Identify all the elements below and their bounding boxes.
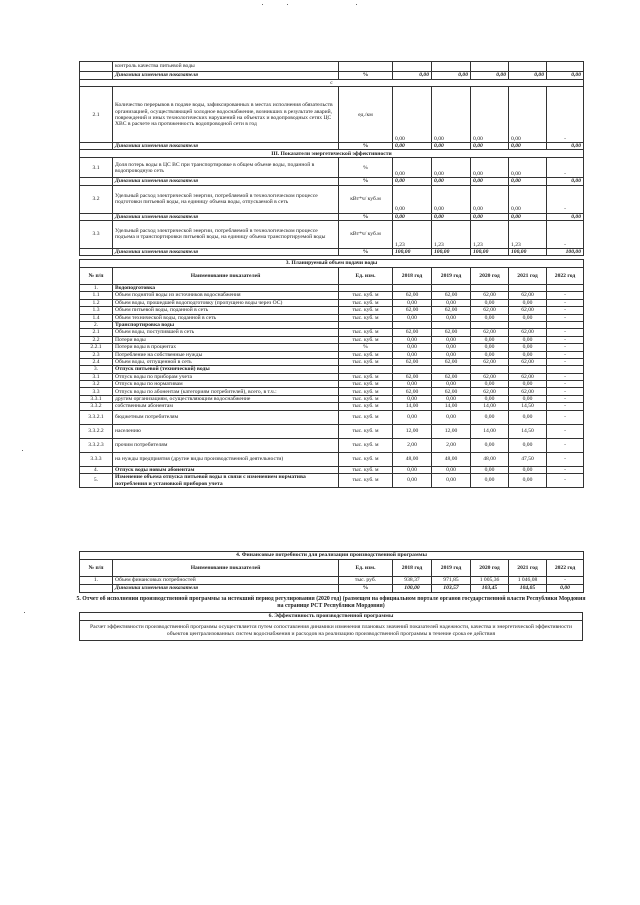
section-title: 4. Финансовые потребности для реализации производственной программы	[80, 552, 584, 560]
table-row: 4. Отпуск воды новым абонентам тыс. куб. м 0,00 0,00 0,00 0,00 -	[80, 466, 584, 473]
table-row: 2. Транспортировка воды	[80, 321, 584, 328]
efficiency-text: Расчет эффективности производственной программы осуществляется путем сопоставления динамики изменения плановых значений показателей надежности, качества и энергетической эффективности объектов централизованных систем водоснабжения и расходов на реализацию производственной программы в течение срока ее действия	[80, 621, 583, 641]
table-row: 1.2 Объем воды, прошедшей водоподготовку (пропущено воды через ОС) тыс. куб. м 0,00 0,00 0,00 0,00 -	[80, 299, 584, 306]
scan-speck	[24, 612, 25, 613]
table-row: 3.3.2.2 населению тыс. куб. м 12,00 12,00 14,00 14,50 -	[80, 424, 584, 438]
table-row: 1. Водоподготовка	[80, 285, 584, 292]
dynamics-row: Динамика изменения показателя % 100,00 100,00 100,00 100,00 100,00	[80, 248, 584, 255]
indicator-row: 3.2 Удельный расход электрической энергии, потребляемой в технологическом процессе подготовки питьевой воды, на единицу объема воды, отпускаемой в сеть кВт*ч/ куб.м 0,00 0,00 0,00 0,00 -	[80, 185, 584, 213]
table-row: 1.3 Объем питьевой воды, поданной в сеть тыс. куб. м 62,00 62,00 62,00 62,00 -	[80, 307, 584, 314]
table-header: № п/п Наименование показателей Ед. изм. 2018 год 2019 год 2020 год 2021 год 2022 год	[80, 268, 584, 285]
table-row: 2.2.1 Потери воды в процентах % 0,00 0,00 0,00 0,00 -	[80, 344, 584, 351]
scan-speck	[22, 450, 23, 451]
section-title: 6. Эффективность производственной программы	[80, 613, 583, 621]
indicator-row: 3.3 Удельный расход электрической энергии, потребляемой в технологическом процессе подъема и транспортировки питьевой воды, на единицу объема транспортируемой воды кВт*ч/ куб.м 1,23 1,23 1,23 1,23 -	[80, 220, 584, 248]
table-row: 3.1 Отпуск воды по приборам учета тыс. куб. м 62,00 62,00 62,00 62,00 -	[80, 373, 584, 380]
table-row: 2.3 Потребление на собственные нужды тыс. куб. м 0,00 0,00 0,00 0,00 -	[80, 351, 584, 358]
report-note: 5. Отчет об исполнении производственной программы за истекший период регулирования (2020 год) (размещен на официальном портале органов государственной власти Республики Мордовия на странице РСТ Республики Мордовия)	[76, 596, 586, 609]
table-row: 3.2 Отпуск воды по нормативам тыс. куб. м 0,00 0,00 0,00 0,00 -	[80, 381, 584, 388]
table-row: 3.3.3 на нужды предприятия (другие виды производственной деятельности) тыс. куб. м 48,00 48,00 48,00 47,50 -	[80, 452, 584, 466]
table-row: 1.1 Объем поднятой воды из источников водоснабжения тыс. куб. м 62,00 62,00 62,00 62,00 -	[80, 292, 584, 299]
scan-speck	[356, 4, 357, 5]
dynamics-row: Динамика изменения показателя % 0,00 0,00 0,00 0,00 0,00	[80, 178, 584, 185]
indicators-table	[79, 61, 584, 256]
table-row: 5. Изменение объема отпуска питьевой воды в связи с изменением норматива потребления и установкой приборов учета тыс. куб. м 0,00 0,00 0,00 0,00 -	[80, 474, 584, 488]
scan-speck	[262, 4, 263, 5]
section-marker: с	[80, 80, 584, 87]
dynamics-row: Динамика изменения показателя % 0,00 0,00 0,00 0,00 0,00	[80, 143, 584, 150]
table-row: 3.3.1 другим организациям, осуществляющим водоснабжение тыс. куб. м 0,00 0,00 0,00 0,00 -	[80, 395, 584, 402]
indicator-row: 3.1 Доля потерь воды в ЦС ВС при транспортировке в общем объеме воды, поданной в водопроводную сеть % 0,00 0,00 0,00 0,00 -	[80, 158, 584, 178]
table-row: 3.3.2.1 бюджетным потребителям тыс. куб. м 0,00 0,00 0,00 0,00 -	[80, 410, 584, 424]
table-row: 3.3.2 собственным абонентам тыс. куб. м 14,00 14,00 14,00 14,50 -	[80, 403, 584, 410]
dynamics-row: Динамика изменения показателя % 100,00 103,57 103,45 104,05 0,00	[80, 585, 584, 593]
table-row: 3. Отпуск питьевой (технической) воды	[80, 366, 584, 373]
table-header: № п/п Наименование показателей Ед. изм. 2018 год 2019 год 2020 год 2021 год 2022 год	[80, 560, 584, 577]
section-title: III. Показатели энергетической эффективности	[80, 150, 584, 158]
section-title: 3. Планируемый объем подачи воды	[80, 260, 584, 268]
table-row: 1. Объем финансовых потребностей тыс. руб. 938,37 971,85 1 005,36 1 046,08 -	[80, 577, 584, 585]
financial-table	[79, 551, 584, 593]
scan-speck	[287, 4, 288, 5]
table-row: 3.3 Отпуск воды по абонентам (категориям потребителей), всего, в т.ч.: тыс. куб. м 62,00 62,00 62,00 62,00 -	[80, 388, 584, 395]
table-row: 3.3.2.3 прочим потребителям тыс. куб. м 2,00 2,00 0,00 0,00 -	[80, 438, 584, 452]
table-row: 2.4 Объем воды, отпущенной в сеть тыс. куб. м 62,00 62,00 62,00 62,00 -	[80, 358, 584, 365]
table-row: 1.4 Объем технической воды, поданной в сеть тыс. куб. м 0,00 0,00 0,00 0,00 -	[80, 314, 584, 321]
indicator-row: 2.1 Количество перерывов в подаче воды, зафиксированных в местах исполнения обязательств организацией, осуществляющей холодное водоснабжение, возникших в результате аварий, повреждений и иных технологических нарушений на объектах и водопроводных сетях ЦС ХВС в расчете на протяженность водопроводной сети в год ед./км 0,00 0,00 0,00 0,00 -	[80, 87, 584, 143]
dynamics-row: Динамика изменения показателя % 0,00 0,00 0,00 0,00 0,00	[80, 213, 584, 220]
efficiency-table	[79, 612, 583, 641]
table-row: 2.2 Потери воды тыс. куб. м 0,00 0,00 0,00 0,00 -	[80, 336, 584, 343]
quality-label: контроль качества питьевой воды	[113, 62, 339, 72]
water-supply-rows	[80, 285, 584, 488]
water-supply-table	[79, 259, 584, 488]
dynamics-row: Динамика изменения показателя % 0,00 0,00 0,00 0,00 0,00	[80, 72, 584, 80]
table-row: 2.1 Объем воды, поступившей в сеть тыс. куб. м 62,00 62,00 62,00 62,00 -	[80, 329, 584, 336]
